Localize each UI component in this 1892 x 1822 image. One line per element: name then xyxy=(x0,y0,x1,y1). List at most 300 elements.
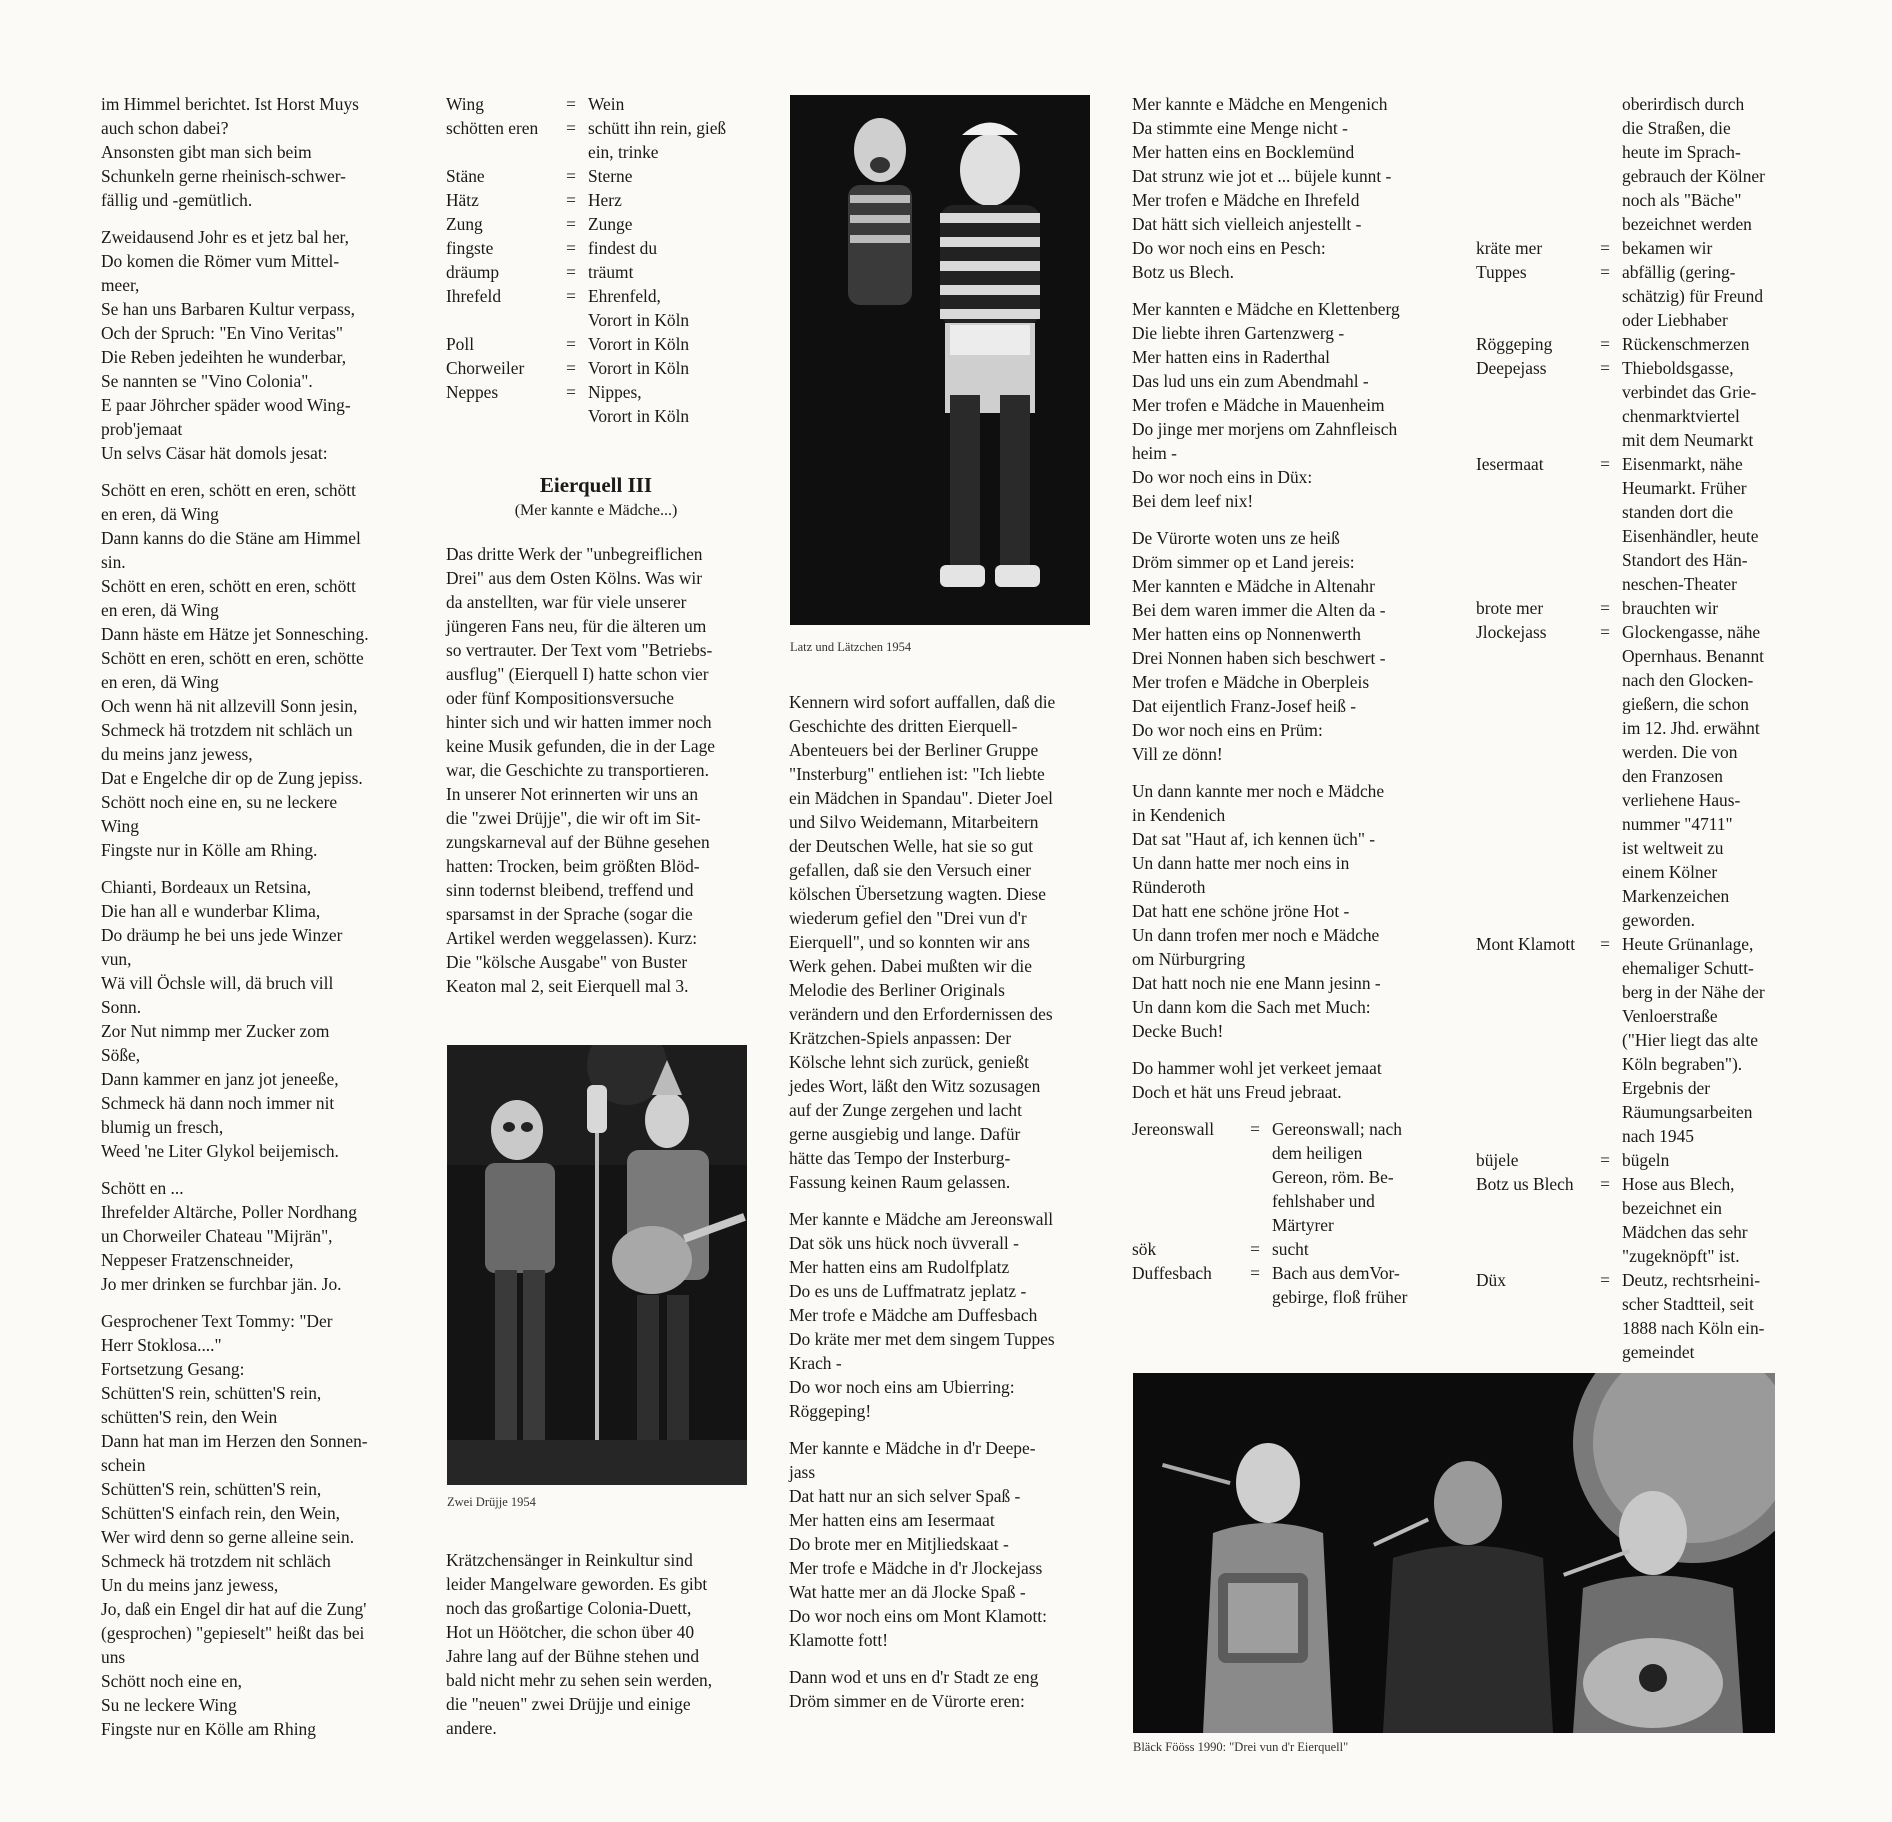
text-line: Dat eijentlich Franz-Josef heiß - xyxy=(1132,696,1357,716)
text-line: Schmeck hä trotzdem nit schläch un xyxy=(101,720,353,740)
text-line: De Vürorte woten uns ze heiß xyxy=(1132,528,1340,548)
text-line: und Silvo Weidemann, Mitarbeitern xyxy=(789,812,1039,832)
gloss-definition-line: Zunge xyxy=(588,214,633,234)
gloss-definition-line: einem Kölner xyxy=(1622,862,1718,882)
text-line: Ihrefelder Altärche, Poller Nordhang xyxy=(101,1202,357,1222)
text-line: Dann kanns do die Stäne am Himmel xyxy=(101,528,361,548)
glossary-1 xyxy=(446,92,746,428)
text-line: Dann hat man im Herzen den Sonnen- xyxy=(101,1431,368,1451)
gloss-definition-line: verbindet das Grie- xyxy=(1622,382,1757,402)
text-line: auf der Zunge zergehen und lacht xyxy=(789,1100,1022,1120)
gloss-equals: = xyxy=(1600,598,1610,618)
text-line: im Himmel berichtet. Ist Horst Muys xyxy=(101,94,359,114)
text-line: Mer trofen e Mädche in Mauenheim xyxy=(1132,395,1385,415)
text-line: auch schon dabei? xyxy=(101,118,229,138)
text-line: Och wenn hä nit allzevill Sonn jesin, xyxy=(101,696,358,716)
gloss-definition-line: 1888 nach Köln ein- xyxy=(1622,1318,1765,1338)
gloss-definition xyxy=(1272,1237,1432,1261)
text-line: prob'jemaat xyxy=(101,419,183,439)
text-line: en eren, dä Wing xyxy=(101,600,219,620)
text-line: Mer trofen e Mädche in Oberpleis xyxy=(1132,672,1370,692)
gloss-term: Neppes xyxy=(446,382,499,402)
gloss-term: Chorweiler xyxy=(446,358,525,378)
gloss-term: Tuppes xyxy=(1476,262,1527,282)
text-line: Kennern wird sofort auffallen, daß die xyxy=(789,692,1056,712)
text-line: Das dritte Werk der "unbegreiflichen xyxy=(446,544,703,564)
gloss-equals: = xyxy=(1600,358,1610,378)
caption-zwei-druejje: Zwei Drüjje 1954 xyxy=(447,1495,536,1509)
text-line: Dat hätt sich vielleich anjestellt - xyxy=(1132,214,1362,234)
gloss-definition xyxy=(588,380,746,428)
text-line: da anstellten, war für viele unserer xyxy=(446,592,687,612)
text-line: In unserer Not erinnerten wir uns an xyxy=(446,784,699,804)
text-line: Schütten'S rein, schütten'S rein, xyxy=(101,1383,322,1403)
gloss-equals: = xyxy=(566,238,576,258)
gloss-definition-line: Wein xyxy=(588,94,625,114)
gloss-term: Deepejass xyxy=(1476,358,1547,378)
glossary-3 xyxy=(1476,92,1806,1364)
gloss-definition-line: ("Hier liegt das alte xyxy=(1622,1030,1759,1050)
text-line: Su ne leckere Wing xyxy=(101,1695,237,1715)
gloss-term: Wing xyxy=(446,94,484,114)
gloss-term: Botz us Blech xyxy=(1476,1174,1574,1194)
gloss-definition-line: Bach aus demVor- xyxy=(1272,1263,1400,1283)
text-line: leider Mangelware geworden. Es gibt xyxy=(446,1574,708,1594)
text-line: jüngeren Fans neu, für die älteren um xyxy=(446,616,707,636)
text-line: en eren, dä Wing xyxy=(101,504,219,524)
gloss-definition-line: heute im Sprach- xyxy=(1622,142,1741,162)
text-line: Vill ze dönn! xyxy=(1132,744,1223,764)
gloss-definition xyxy=(1622,92,1806,236)
gloss-definition xyxy=(1622,620,1806,932)
gloss-equals: = xyxy=(566,94,576,114)
text-line: Schütten'S rein, schütten'S rein, xyxy=(101,1479,322,1499)
gloss-definition xyxy=(588,332,746,356)
text-line: Do hammer wohl jet verkeet jemaat xyxy=(1132,1058,1382,1078)
text-line: E paar Jöhrcher späder wood Wing- xyxy=(101,395,351,415)
text-line: Do brote mer en Mitjliedskaat - xyxy=(789,1534,1009,1554)
text-line: Zweidausend Johr es et jetz bal her, xyxy=(101,227,349,247)
gloss-definition xyxy=(1622,260,1806,332)
gloss-definition-line: chenmarktviertel xyxy=(1622,406,1740,426)
column-2 xyxy=(446,92,746,998)
gloss-definition xyxy=(1272,1117,1432,1237)
gloss-definition-line: Köln begraben"). xyxy=(1622,1054,1743,1074)
text-line: "Insterburg" entliehen ist: "Ich liebte xyxy=(789,764,1045,784)
gloss-equals: = xyxy=(566,118,576,138)
gloss-definition-line: verliehene Haus- xyxy=(1622,790,1741,810)
text-line: Se nannten se "Vino Colonia". xyxy=(101,371,313,391)
gloss-term: Iesermaat xyxy=(1476,454,1544,474)
gloss-definition-line: ist weltweit zu xyxy=(1622,838,1724,858)
gloss-definition xyxy=(1622,1268,1806,1364)
gloss-definition-line: gießern, die schon xyxy=(1622,694,1750,714)
text-line: verändern und den Erfordernissen des xyxy=(789,1004,1053,1024)
gloss-equals: = xyxy=(1600,934,1610,954)
text-line: zungskarneval auf der Bühne gesehen xyxy=(446,832,710,852)
paragraph-gap xyxy=(1132,766,1432,779)
paragraph-gap xyxy=(101,1163,411,1176)
text-line: Drei" aus dem Osten Kölns. Was wir xyxy=(446,568,703,588)
text-line: Keaton mal 2, seit Eierquell mal 3. xyxy=(446,976,689,996)
text-line: Schmeck hä dann noch immer nit xyxy=(101,1093,335,1113)
gloss-definition xyxy=(1622,596,1806,620)
text-line: Wat hatte mer an dä Jlocke Spaß - xyxy=(789,1582,1026,1602)
gloss-definition-line: dem heiligen xyxy=(1272,1143,1363,1163)
gloss-term: Düx xyxy=(1476,1270,1506,1290)
gloss-equals: = xyxy=(566,166,576,186)
gloss-definition-line: ehemaliger Schutt- xyxy=(1622,958,1754,978)
text-line: Schött en ... xyxy=(101,1178,184,1198)
text-line: Bei dem leef nix! xyxy=(1132,491,1254,511)
text-line: Dat hatt noch nie ene Mann jesinn - xyxy=(1132,973,1381,993)
text-line: Klamotte fott! xyxy=(789,1630,889,1650)
text-line: Geschichte des dritten Eierquell- xyxy=(789,716,1018,736)
gloss-term: kräte mer xyxy=(1476,238,1543,258)
text-line: keine Musik gefunden, die in der Lage xyxy=(446,736,715,756)
gloss-term: schötten eren xyxy=(446,118,539,138)
gloss-definition-line: bezeichnet werden xyxy=(1622,214,1752,234)
text-line: Wing xyxy=(101,816,139,836)
text-line: meer, xyxy=(101,275,140,295)
text-line: Fassung keinen Raum gelassen. xyxy=(789,1172,1011,1192)
gloss-equals: = xyxy=(1600,334,1610,354)
text-line: bald nicht mehr zu sehen sein werden, xyxy=(446,1670,713,1690)
text-line: Do wor noch eins en Prüm: xyxy=(1132,720,1323,740)
gloss-term xyxy=(1476,92,1588,236)
text-line: wiederum gefiel den "Drei vun d'r xyxy=(789,908,1027,928)
text-line: hatten: Trocken, beim größten Blöd- xyxy=(446,856,700,876)
gloss-equals: = xyxy=(1250,1263,1260,1283)
gloss-equals: = xyxy=(1600,238,1610,258)
paragraph-gap xyxy=(101,1296,411,1309)
text-line: Weed 'ne Liter Glykol beijemisch. xyxy=(101,1141,339,1161)
text-line: Melodie des Berliner Originals xyxy=(789,980,1005,1000)
gloss-definition-line: Mädchen das sehr xyxy=(1622,1222,1748,1242)
gloss-term: Poll xyxy=(446,334,475,354)
gloss-definition-line: geworden. xyxy=(1622,910,1695,930)
gloss-definition-line: noch als "Bäche" xyxy=(1622,190,1742,210)
text-line: Sonn. xyxy=(101,997,142,1017)
text-line: schein xyxy=(101,1455,146,1475)
text-line: Ründeroth xyxy=(1132,877,1206,897)
text-line: ein Mädchen in Spandau". Dieter Joel xyxy=(789,788,1054,808)
text-line: Werk gehen. Dabei mußten wir die xyxy=(789,956,1032,976)
gloss-definition xyxy=(588,212,746,236)
gloss-definition-line: Thieboldsgasse, xyxy=(1622,358,1734,378)
text-line: Abenteuers bei der Berliner Gruppe xyxy=(789,740,1039,760)
text-line: Die Reben jedeihten he wunderbar, xyxy=(101,347,347,367)
text-line: Do wor noch eins en Pesch: xyxy=(1132,238,1326,258)
gloss-definition xyxy=(588,356,746,380)
text-line: Herr Stoklosa...." xyxy=(101,1335,222,1355)
glossary-2 xyxy=(1132,1117,1432,1309)
photo-latz-und-laetzchen xyxy=(790,95,1090,625)
gloss-definition-line: träumt xyxy=(588,262,634,282)
gloss-term: brote mer xyxy=(1476,598,1544,618)
caption-blaeck-foeoess: Bläck Fööss 1990: "Drei vun d'r Eierquell" xyxy=(1133,1740,1349,1754)
gloss-definition-line: Vorort in Köln xyxy=(588,406,690,426)
text-line: heim - xyxy=(1132,443,1177,463)
gloss-definition xyxy=(588,116,746,164)
gloss-term: Stäne xyxy=(446,166,485,186)
text-line: Un selvs Cäsar hät domols jesat: xyxy=(101,443,328,463)
gloss-definition-line: Ergebnis der xyxy=(1622,1078,1711,1098)
text-line: Do dräump he bei uns jede Winzer xyxy=(101,925,343,945)
gloss-term: Duffesbach xyxy=(1132,1263,1212,1283)
gloss-definition xyxy=(588,260,746,284)
text-line: so vertrauter. Der Text vom "Betriebs- xyxy=(446,640,713,660)
column-3 xyxy=(789,690,1099,1713)
text-line: war, die Geschichte zu transportieren. xyxy=(446,760,709,780)
text-line: Artikel werden weggelassen). Kurz: xyxy=(446,928,698,948)
text-line: Fingste nur in Kölle am Rhing. xyxy=(101,840,318,860)
gloss-definition-line: Hose aus Blech, xyxy=(1622,1174,1735,1194)
paragraph-gap xyxy=(789,1652,1099,1665)
text-line: Schött noch eine en, su ne leckere xyxy=(101,792,338,812)
text-line: Schött en eren, schött en eren, schött xyxy=(101,480,356,500)
gloss-equals: = xyxy=(566,262,576,282)
text-line: Dann häste em Hätze jet Sonnesching. xyxy=(101,624,369,644)
paragraph-gap xyxy=(101,862,411,875)
gloss-term: Jereonswall xyxy=(1132,1119,1215,1139)
text-line: sinn todernst bleibend, treffend und xyxy=(446,880,694,900)
gloss-term: Mont Klamott xyxy=(1476,934,1576,954)
gloss-definition-line: neschen-Theater xyxy=(1622,574,1737,594)
text-line: Krätzchen-Spiels anpassen: Der xyxy=(789,1028,1012,1048)
gloss-definition-line: nach den Glocken- xyxy=(1622,670,1754,690)
text-line: Do es uns de Luffmatratz jeplatz - xyxy=(789,1281,1027,1301)
text-line: Un dann kannte mer noch e Mädche xyxy=(1132,781,1385,801)
text-line: Do wor noch eins in Düx: xyxy=(1132,467,1313,487)
gloss-equals: = xyxy=(566,214,576,234)
text-line: Ansonsten gibt man sich beim xyxy=(101,142,312,162)
gloss-definition-line: Markenzeichen xyxy=(1622,886,1730,906)
section-subtitle: (Mer kannte e Mädche...) xyxy=(514,502,678,519)
gloss-definition-line: nummer "4711" xyxy=(1622,814,1733,834)
gloss-definition-line: werden. Die von xyxy=(1622,742,1738,762)
text-line: Hot un Höötcher, die schon über 40 xyxy=(446,1622,695,1642)
gloss-equals: = xyxy=(1600,1270,1610,1290)
gloss-definition-line: bügeln xyxy=(1622,1150,1670,1170)
text-line: du meins janz jewess, xyxy=(101,744,253,764)
text-line: Do komen die Römer vum Mittel- xyxy=(101,251,340,271)
gloss-definition-line: "zugeknöpft" ist. xyxy=(1622,1246,1740,1266)
text-line: fällig und -gemütlich. xyxy=(101,190,253,210)
text-line: en eren, dä Wing xyxy=(101,672,219,692)
gloss-definition-line: schütt ihn rein, gieß xyxy=(588,118,727,138)
gloss-definition-line: Sterne xyxy=(588,166,633,186)
gloss-definition-line: Heute Grünanlage, xyxy=(1622,934,1754,954)
text-line: Fortsetzung Gesang: xyxy=(101,1359,245,1379)
text-line: uns xyxy=(101,1647,126,1667)
text-line: Un dann hatte mer noch eins in xyxy=(1132,853,1350,873)
text-line: Die "kölsche Ausgabe" von Buster xyxy=(446,952,688,972)
gloss-definition-line: Eisenhändler, heute xyxy=(1622,526,1759,546)
gloss-equals: = xyxy=(566,334,576,354)
gloss-definition-line: bezeichnet ein xyxy=(1622,1198,1722,1218)
text-line: Jo mer drinken se furchbar jän. Jo. xyxy=(101,1274,342,1294)
paragraph-gap xyxy=(1132,284,1432,297)
text-line: Jo, daß ein Engel dir hat auf die Zung' xyxy=(101,1599,367,1619)
text-line: Mer kannten e Mädche in Altenahr xyxy=(1132,576,1375,596)
text-line: Do wor noch eins am Ubierring: xyxy=(789,1377,1015,1397)
text-line: Zor Nut nimmp mer Zucker zom xyxy=(101,1021,330,1041)
text-line: Das lud uns ein zum Abendmahl - xyxy=(1132,371,1369,391)
gloss-definition xyxy=(1622,452,1806,596)
gloss-equals: = xyxy=(566,286,576,306)
text-line: Schött en eren, schött en eren, schötte xyxy=(101,648,364,668)
text-line: Mer hatten eins am Iesermaat xyxy=(789,1510,995,1530)
text-line: Mer trofen e Mädche en Ihrefeld xyxy=(1132,190,1360,210)
text-line: hinter sich und wir hatten immer noch xyxy=(446,712,712,732)
gloss-definition-line: schätzig) für Freund xyxy=(1622,286,1764,306)
gloss-definition-line: Vorort in Köln xyxy=(588,358,690,378)
gloss-equals: = xyxy=(1600,1150,1610,1170)
text-line: Krätzchensänger in Reinkultur sind xyxy=(446,1550,693,1570)
text-line: Mer trofe e Mädche am Duffesbach xyxy=(789,1305,1038,1325)
gloss-definition-line: abfällig (gering- xyxy=(1622,262,1736,282)
text-line: Decke Buch! xyxy=(1132,1021,1224,1041)
text-line: die "neuen" zwei Drüjje und einige xyxy=(446,1694,691,1714)
text-line: Bei dem waren immer die Alten da - xyxy=(1132,600,1386,620)
text-line: hätte das Tempo der Insterburg- xyxy=(789,1148,1011,1168)
gloss-definition-line: oder Liebhaber xyxy=(1622,310,1728,330)
gloss-term: Hätz xyxy=(446,190,479,210)
gloss-definition-line: Glockengasse, nähe xyxy=(1622,622,1761,642)
gloss-definition-line: Gereon, röm. Be- xyxy=(1272,1167,1394,1187)
text-line: Do wor noch eins om Mont Klamott: xyxy=(789,1606,1047,1626)
text-line: gerne ausgiebig und lange. Dafür xyxy=(789,1124,1021,1144)
text-line: schütten'S rein, den Wein xyxy=(101,1407,278,1427)
paragraph-gap xyxy=(1132,1043,1432,1056)
text-line: andere. xyxy=(446,1718,497,1738)
gloss-definition-line: Herz xyxy=(588,190,622,210)
text-line: (gesprochen) "gepieselt" heißt das bei xyxy=(101,1623,365,1643)
text-line: die "zwei Drüjje", die wir oft im Sit- xyxy=(446,808,701,828)
text-line: Dat e Engelche dir op de Zung jepiss. xyxy=(101,768,363,788)
gloss-definition xyxy=(1622,1172,1806,1268)
gloss-definition-line: nach 1945 xyxy=(1622,1126,1694,1146)
text-line: Mer trofe e Mädche in d'r Jlockejass xyxy=(789,1558,1043,1578)
gloss-definition xyxy=(1272,1261,1432,1309)
gloss-definition-line: gebirge, floß früher xyxy=(1272,1287,1408,1307)
text-line: blumig un fresch, xyxy=(101,1117,224,1137)
text-line: Die han all e wunderbar Klima, xyxy=(101,901,321,921)
gloss-equals: = xyxy=(566,190,576,210)
gloss-equals: = xyxy=(1600,262,1610,282)
text-line: Do kräte mer met dem singem Tuppes xyxy=(789,1329,1055,1349)
gloss-term: Ihrefeld xyxy=(446,286,502,306)
paragraph-gap xyxy=(789,1194,1099,1207)
text-line: Jahre lang auf der Bühne stehen und xyxy=(446,1646,700,1666)
text-line: Schmeck hä trotzdem nit schläch xyxy=(101,1551,331,1571)
text-line: Schött en eren, schött en eren, schött xyxy=(101,576,356,596)
column-2-outro xyxy=(446,1548,746,1740)
text-line: un Chorweiler Chateau "Mijrän", xyxy=(101,1226,333,1246)
column-4 xyxy=(1132,92,1432,1309)
gloss-definition xyxy=(1622,356,1806,452)
gloss-definition xyxy=(588,164,746,188)
text-line: sin. xyxy=(101,552,126,572)
text-line: Mer kannten e Mädche en Klettenberg xyxy=(1132,299,1400,319)
gloss-equals: = xyxy=(1600,454,1610,474)
gloss-definition xyxy=(588,284,746,332)
gloss-equals: = xyxy=(1250,1239,1260,1259)
text-line: Schött noch eine en, xyxy=(101,1671,243,1691)
text-line: Dat hatt nur an sich selver Spaß - xyxy=(789,1486,1021,1506)
text-line: Mer hatten eins in Raderthal xyxy=(1132,347,1330,367)
text-line: Dann wod et uns en d'r Stadt ze eng xyxy=(789,1667,1039,1687)
gloss-definition-line: fehlshaber und xyxy=(1272,1191,1375,1211)
photo-zwei-druejje xyxy=(447,1045,747,1485)
gloss-definition-line: Nippes, xyxy=(588,382,642,402)
text-line: jedes Wort, läßt den Witz sozusagen xyxy=(789,1076,1041,1096)
text-line: Mer kannte e Mädche in d'r Deepe- xyxy=(789,1438,1036,1458)
text-line: Fingste nur en Kölle am Rhing xyxy=(101,1719,316,1739)
gloss-term: fingste xyxy=(446,238,494,258)
gloss-definition-line: Rückenschmerzen xyxy=(1622,334,1750,354)
gloss-definition-line: standen dort die xyxy=(1622,502,1734,522)
gloss-term: sök xyxy=(1132,1239,1157,1259)
paragraph-gap xyxy=(101,212,411,225)
gloss-definition-line: ein, trinke xyxy=(588,142,659,162)
text-line: Un dann trofen mer noch e Mädche xyxy=(1132,925,1380,945)
text-line: Un du meins janz jewess, xyxy=(101,1575,279,1595)
text-line: Dröm simmer en de Vürorte eren: xyxy=(789,1691,1025,1711)
gloss-definition-line: den Franzosen xyxy=(1622,766,1723,786)
text-line: Dat hatt ene schöne jröne Hot - xyxy=(1132,901,1350,921)
text-line: Chianti, Bordeaux un Retsina, xyxy=(101,877,312,897)
gloss-definition xyxy=(588,236,746,260)
text-line: Dann kammer en janz jot jeneeße, xyxy=(101,1069,339,1089)
text-line: Da stimmte eine Menge nicht - xyxy=(1132,118,1348,138)
gloss-definition-line: oberirdisch durch xyxy=(1622,94,1745,114)
text-line: noch das großartige Colonia-Duett, xyxy=(446,1598,692,1618)
paragraph-gap xyxy=(101,465,411,478)
gloss-definition-line: Gereonswall; nach xyxy=(1272,1119,1402,1139)
text-line: Botz us Blech. xyxy=(1132,262,1234,282)
gloss-definition-line: Venloerstraße xyxy=(1622,1006,1718,1026)
text-line: Un dann kom die Sach met Much: xyxy=(1132,997,1371,1017)
gloss-definition-line: gemeindet xyxy=(1622,1342,1695,1362)
text-line: Krach - xyxy=(789,1353,842,1373)
text-line: sparsamst in der Sprache (sogar die xyxy=(446,904,693,924)
gloss-equals: = xyxy=(1250,1119,1260,1139)
text-line: Söße, xyxy=(101,1045,141,1065)
gloss-definition xyxy=(1622,332,1806,356)
paragraph-gap xyxy=(1132,513,1432,526)
gloss-definition-line: Opernhaus. Benannt xyxy=(1622,646,1764,666)
text-line: Die liebte ihren Gartenzwerg - xyxy=(1132,323,1345,343)
gloss-definition xyxy=(1622,932,1806,1148)
caption-latz-und-laetzchen: Latz und Lätzchen 1954 xyxy=(790,640,912,654)
gloss-definition-line: Räumungsarbeiten xyxy=(1622,1102,1753,1122)
text-line: Neppeser Fratzenschneider, xyxy=(101,1250,294,1270)
text-line: oder fünf Kompositionsversuche xyxy=(446,688,674,708)
gloss-definition-line: die Straßen, die xyxy=(1622,118,1731,138)
text-line: Dat strunz wie jot et ... büjele kunnt - xyxy=(1132,166,1392,186)
gloss-term: dräump xyxy=(446,262,500,282)
text-line: Schunkeln gerne rheinisch-schwer- xyxy=(101,166,346,186)
gloss-definition-line: gebrauch der Kölner xyxy=(1622,166,1765,186)
text-line: Wä vill Öchsle will, dä bruch vill xyxy=(101,973,334,993)
gloss-definition-line: Vorort in Köln xyxy=(588,334,690,354)
photo-blaeck-foeoess xyxy=(1133,1373,1775,1733)
text-line: Mer kannte e Mädche am Jereonswall xyxy=(789,1209,1054,1229)
text-line: Mer kannte e Mädche en Mengenich xyxy=(1132,94,1388,114)
gloss-equals: = xyxy=(566,382,576,402)
